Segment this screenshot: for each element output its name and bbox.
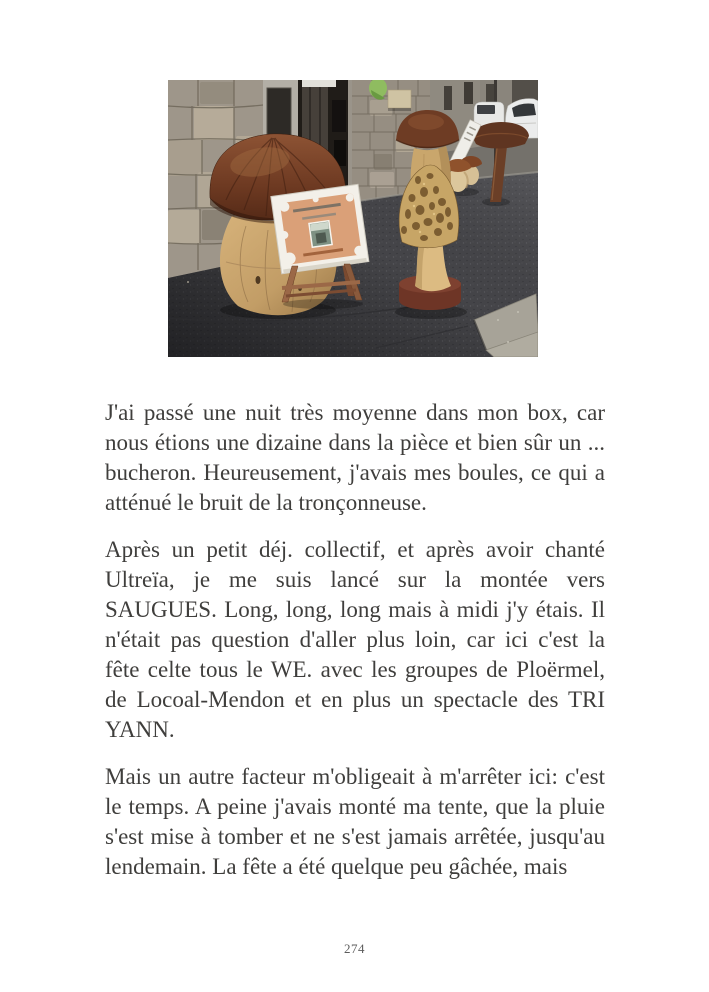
- text-line: nous étions une dizaine dans la pièce et bien sûr un ...: [105, 430, 605, 455]
- text-line: lendemain. La fête a été quelque peu gâchée, mais: [105, 854, 568, 879]
- sign-board: [271, 184, 369, 273]
- text-line: SAUGUES. Long, long, long mais à midi j'y étais. Il: [105, 597, 605, 622]
- text-line: YANN.: [105, 717, 175, 742]
- text-line: Ultreïa, je me suis lancé sur la montée vers: [105, 567, 605, 592]
- door-lintel-sign: [302, 80, 336, 87]
- text-line: de Locoal-Mendon et en plus un spectacle des TRI: [105, 687, 605, 712]
- page-body: [105, 398, 605, 899]
- paragraph-2: [105, 535, 605, 745]
- text-line: n'était pas question d'aller plus loin, car ici c'est la: [105, 627, 605, 652]
- paragraph-3: [105, 762, 605, 882]
- text-line: J'ai passé une nuit très moyenne dans mon box, car: [105, 400, 605, 425]
- text-line: bucheron. Heureusement, j'avais mes boules, ce qui a: [105, 460, 605, 485]
- text-line: fête celte tous le WE. avec les groupes de Ploërmel,: [105, 657, 605, 682]
- text-line: atténué le bruit de la tronçonneuse.: [105, 490, 427, 515]
- text-line: Mais un autre facteur m'obligeait à m'arrêter ici: c'est: [105, 764, 605, 789]
- text-line: le temps. A peine j'avais monté ma tente, que la pluie: [105, 794, 605, 819]
- wall-box: [388, 90, 411, 108]
- text-line: s'est mise à tomber et ne s'est jamais arrêtée, jusqu'au: [105, 824, 605, 849]
- text-line: Après un petit déj. collectif, et après avoir chanté: [105, 537, 605, 562]
- photo-wooden-mushrooms: [168, 80, 538, 357]
- paragraph-1: [105, 398, 605, 518]
- page-number: 274: [344, 941, 365, 956]
- figure-photo-mushroom-carvings: [168, 80, 538, 357]
